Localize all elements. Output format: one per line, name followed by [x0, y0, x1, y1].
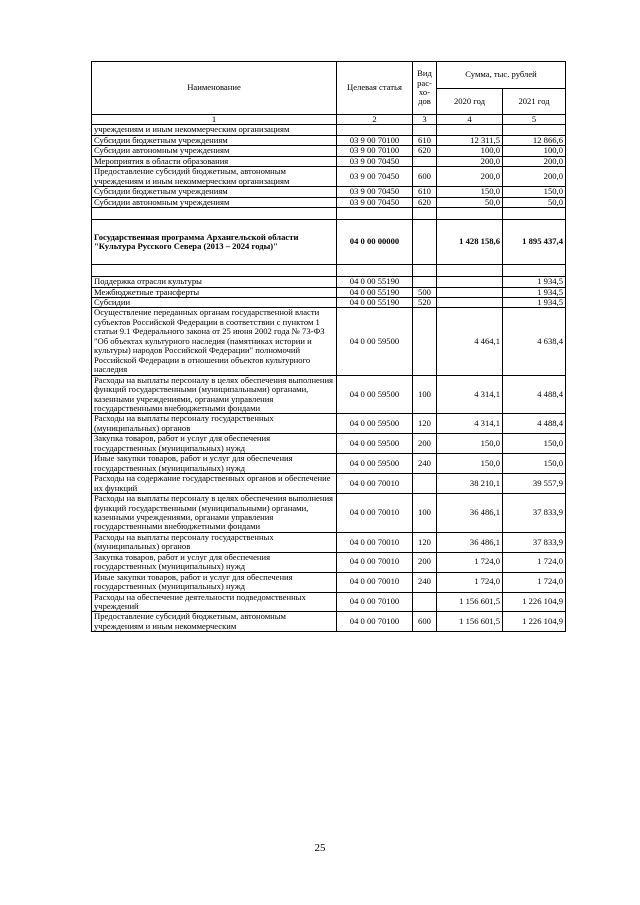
row-target-code: 03 9 00 70450	[337, 197, 413, 207]
row-value-2020: 150,0	[437, 454, 503, 474]
row-expense-type: 100	[413, 375, 437, 414]
row-name: Мероприятия в области образования	[92, 156, 337, 166]
table-row	[92, 572, 566, 592]
table-row	[92, 146, 566, 156]
table-row	[92, 197, 566, 207]
row-value-2020: 36 486,1	[437, 494, 503, 533]
header-sum: Сумма, тыс. рублей	[437, 62, 566, 89]
row-value-2021: 37 833,9	[503, 532, 566, 552]
row-target-code: 04 0 00 00000	[337, 220, 413, 265]
row-value-2021: 1 724,0	[503, 552, 566, 572]
row-expense-type	[413, 125, 437, 135]
index-row	[92, 115, 566, 125]
row-value-2021: 200,0	[503, 156, 566, 166]
table-row	[92, 375, 566, 414]
row-name: Субсидии	[92, 297, 337, 307]
row-target-code: 04 0 00 59500	[337, 454, 413, 474]
table-row	[92, 494, 566, 533]
row-target-code: 04 0 00 70010	[337, 572, 413, 592]
row-value-2020	[437, 208, 503, 220]
row-value-2021: 1 226 104,9	[503, 592, 566, 612]
index-cell: 3	[413, 115, 437, 125]
row-name: Иные закупки товаров, работ и услуг для обеспечения государственных (муниципальных) нужд	[92, 572, 337, 592]
row-expense-type	[413, 265, 437, 277]
row-value-2021	[503, 265, 566, 277]
row-value-2020: 50,0	[437, 197, 503, 207]
row-name: Субсидии бюджетным учреждениям	[92, 135, 337, 145]
row-value-2021	[503, 125, 566, 135]
header-2021: 2021 год	[503, 89, 566, 115]
row-value-2020: 100,0	[437, 146, 503, 156]
row-value-2020: 200,0	[437, 156, 503, 166]
row-name: Предоставление субсидий бюджетным, автономным учреждениям и иным некоммерческим	[92, 612, 337, 632]
row-value-2020: 1 724,0	[437, 572, 503, 592]
row-value-2020: 4 314,1	[437, 414, 503, 434]
row-expense-type	[413, 208, 437, 220]
row-value-2021: 4 488,4	[503, 414, 566, 434]
row-value-2021: 150,0	[503, 434, 566, 454]
row-name: Расходы на выплаты персоналу государственных (муниципальных) органов	[92, 414, 337, 434]
row-expense-type: 610	[413, 187, 437, 197]
row-name: Межбюджетные трансферты	[92, 287, 337, 297]
row-value-2020: 12 311,5	[437, 135, 503, 145]
row-value-2021: 1 226 104,9	[503, 612, 566, 632]
row-value-2021: 39 557,9	[503, 474, 566, 494]
table-row	[92, 167, 566, 187]
header-name: Наименование	[92, 62, 337, 115]
row-value-2020	[437, 297, 503, 307]
row-target-code: 04 0 00 59500	[337, 308, 413, 375]
header-2020: 2020 год	[437, 89, 503, 115]
row-target-code: 03 9 00 70450	[337, 167, 413, 187]
row-target-code	[337, 265, 413, 277]
table-row	[92, 434, 566, 454]
row-value-2020: 36 486,1	[437, 532, 503, 552]
header-target: Целевая статья	[337, 62, 413, 115]
row-value-2020	[437, 265, 503, 277]
table-row	[92, 277, 566, 287]
row-value-2021: 200,0	[503, 167, 566, 187]
row-name: Закупка товаров, работ и услуг для обеспечения государственных (муниципальных) нужд	[92, 552, 337, 572]
row-value-2020: 150,0	[437, 434, 503, 454]
row-value-2020: 1 156 601,5	[437, 592, 503, 612]
table-row	[92, 265, 566, 277]
table-row	[92, 187, 566, 197]
table-row	[92, 474, 566, 494]
row-value-2021: 1 934,5	[503, 277, 566, 287]
row-target-code: 03 9 00 70450	[337, 156, 413, 166]
row-target-code: 04 0 00 70010	[337, 532, 413, 552]
budget-table	[91, 61, 566, 632]
row-value-2021: 50,0	[503, 197, 566, 207]
row-expense-type: 600	[413, 612, 437, 632]
row-expense-type	[413, 156, 437, 166]
row-target-code: 03 9 00 70100	[337, 146, 413, 156]
row-target-code	[337, 125, 413, 135]
row-name: Осуществление переданных органам государственной власти субъектов Российской Федерации в соответствии с пунктом 1 статьи 9.1 Федерального закона от 25 июня 2002 года № 73-ФЗ "Об объектах культурного наследия (памятниках истории и культуры) народов Российской Федерации" полномочий Российской Федерации в отношении объектов культурного наследия	[92, 308, 337, 375]
row-expense-type: 600	[413, 167, 437, 187]
table-row	[92, 287, 566, 297]
row-expense-type: 100	[413, 494, 437, 533]
table-row	[92, 125, 566, 135]
row-value-2020	[437, 125, 503, 135]
row-expense-type: 520	[413, 297, 437, 307]
table-row	[92, 308, 566, 375]
row-target-code: 04 0 00 59500	[337, 414, 413, 434]
row-name: Расходы на выплаты персоналу в целях обеспечения выполнения функций государственными (муниципальными) органами, казенными учреждениями, органами управления государственными внебюджетными фондами	[92, 375, 337, 414]
row-value-2020: 4 464,1	[437, 308, 503, 375]
row-target-code	[337, 208, 413, 220]
row-name: учреждениям и иным некоммерческим организациям	[92, 125, 337, 135]
index-cell: 1	[92, 115, 337, 125]
row-name: Расходы на выплаты персоналу в целях обеспечения выполнения функций государственными (муниципальными) органами, казенными учреждениями, органами управления государственными внебюджетными фондами	[92, 494, 337, 533]
row-target-code: 03 9 00 70450	[337, 187, 413, 197]
row-target-code: 04 0 00 55190	[337, 297, 413, 307]
row-value-2020	[437, 287, 503, 297]
row-target-code: 04 0 00 70010	[337, 474, 413, 494]
row-value-2021: 12 866,6	[503, 135, 566, 145]
table-row	[92, 532, 566, 552]
row-expense-type: 120	[413, 414, 437, 434]
row-target-code: 04 0 00 59500	[337, 375, 413, 414]
index-cell: 5	[503, 115, 566, 125]
table-row	[92, 208, 566, 220]
row-name: Иные закупки товаров, работ и услуг для обеспечения государственных (муниципальных) нужд	[92, 454, 337, 474]
row-value-2021: 100,0	[503, 146, 566, 156]
table-row	[92, 297, 566, 307]
table-row	[92, 220, 566, 265]
table-row	[92, 135, 566, 145]
row-name	[92, 208, 337, 220]
row-value-2021: 1 724,0	[503, 572, 566, 592]
row-target-code: 04 0 00 55190	[337, 287, 413, 297]
row-name: Закупка товаров, работ и услуг для обеспечения государственных (муниципальных) нужд	[92, 434, 337, 454]
row-value-2020: 4 314,1	[437, 375, 503, 414]
row-name: Субсидии бюджетным учреждениям	[92, 187, 337, 197]
header-type: Вид рас-хо-дов	[413, 62, 437, 115]
row-value-2021: 1 934,5	[503, 297, 566, 307]
row-expense-type: 240	[413, 454, 437, 474]
row-expense-type	[413, 592, 437, 612]
table-row	[92, 552, 566, 572]
index-cell: 2	[337, 115, 413, 125]
row-target-code: 04 0 00 59500	[337, 434, 413, 454]
row-target-code: 04 0 00 70010	[337, 494, 413, 533]
row-value-2021: 4 488,4	[503, 375, 566, 414]
row-expense-type: 240	[413, 572, 437, 592]
row-target-code: 03 9 00 70100	[337, 135, 413, 145]
row-name: Государственная программа Архангельской области "Культура Русского Севера (2013 – 2024 годы)"	[92, 220, 337, 265]
row-expense-type: 200	[413, 434, 437, 454]
row-name: Расходы на обеспечение деятельности подведомственных учреждений	[92, 592, 337, 612]
row-target-code: 04 0 00 70100	[337, 592, 413, 612]
row-expense-type: 120	[413, 532, 437, 552]
row-value-2021: 150,0	[503, 187, 566, 197]
row-expense-type: 500	[413, 287, 437, 297]
row-name: Предоставление субсидий бюджетным, автономным учреждениям и иным некоммерческим организациям	[92, 167, 337, 187]
row-expense-type: 620	[413, 197, 437, 207]
row-target-code: 04 0 00 70100	[337, 612, 413, 632]
row-value-2020: 1 428 158,6	[437, 220, 503, 265]
row-name	[92, 265, 337, 277]
row-expense-type	[413, 308, 437, 375]
index-cell: 4	[437, 115, 503, 125]
row-expense-type: 200	[413, 552, 437, 572]
table-row	[92, 454, 566, 474]
row-target-code: 04 0 00 70010	[337, 552, 413, 572]
row-value-2021: 4 638,4	[503, 308, 566, 375]
row-value-2021: 1 895 437,4	[503, 220, 566, 265]
row-value-2020: 38 210,1	[437, 474, 503, 494]
table-row	[92, 414, 566, 434]
row-expense-type	[413, 277, 437, 287]
row-value-2021: 37 833,9	[503, 494, 566, 533]
row-expense-type: 620	[413, 146, 437, 156]
row-value-2021	[503, 208, 566, 220]
row-name: Субсидии автономным учреждениям	[92, 146, 337, 156]
row-name: Субсидии автономным учреждениям	[92, 197, 337, 207]
row-name: Расходы на выплаты персоналу государственных (муниципальных) органов	[92, 532, 337, 552]
row-value-2020: 150,0	[437, 187, 503, 197]
row-value-2020: 200,0	[437, 167, 503, 187]
row-value-2021: 150,0	[503, 454, 566, 474]
table-row	[92, 612, 566, 632]
header-row	[92, 62, 566, 89]
row-expense-type: 610	[413, 135, 437, 145]
row-expense-type	[413, 474, 437, 494]
row-value-2020: 1 724,0	[437, 552, 503, 572]
row-value-2020: 1 156 601,5	[437, 612, 503, 632]
row-target-code: 04 0 00 55190	[337, 277, 413, 287]
row-value-2021: 1 934,5	[503, 287, 566, 297]
row-name: Расходы на содержание государственных органов и обеспечение их функций	[92, 474, 337, 494]
page-number: 25	[314, 842, 326, 854]
row-name: Поддержка отрасли культуры	[92, 277, 337, 287]
row-expense-type	[413, 220, 437, 265]
table-row	[92, 592, 566, 612]
row-value-2020	[437, 277, 503, 287]
table-row	[92, 156, 566, 166]
